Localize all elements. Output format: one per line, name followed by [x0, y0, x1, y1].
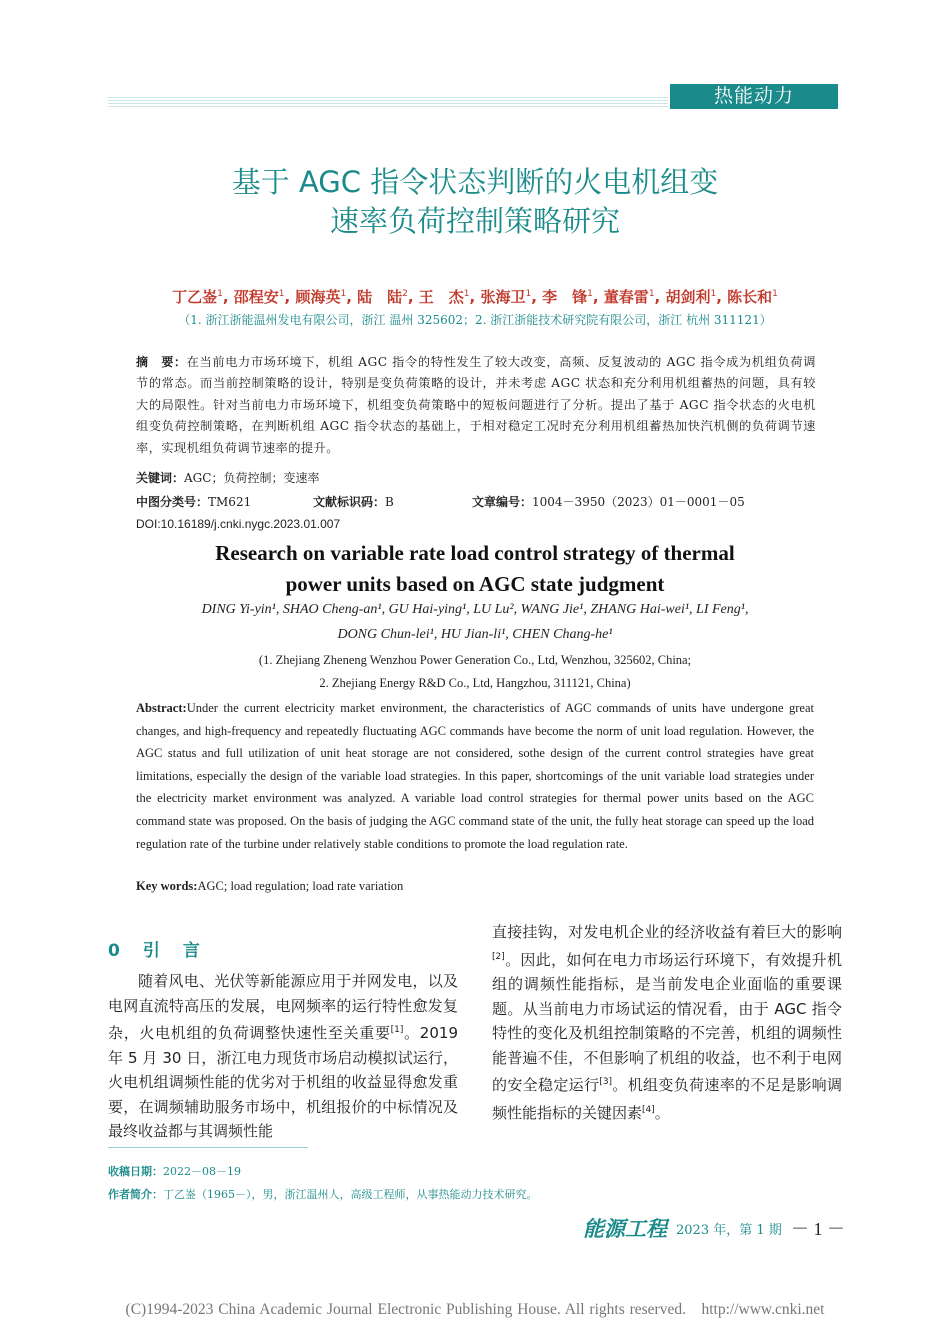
title-en-line-1: Research on variable rate load control strategy of thermal [215, 541, 735, 565]
article-number: 文章编号：1004－3950（2023）01－0001－05 [472, 495, 745, 509]
journal-logo: 能源工程 [583, 1216, 667, 1241]
footnote-rule [108, 1147, 308, 1148]
header-rule [108, 97, 668, 107]
author-zh: 李 锋 [542, 288, 588, 306]
authors-en-line-2: DONG Chun-lei¹, HU Jian-li¹, CHEN Chang-he¹ [337, 627, 613, 642]
copyright-line: (C)1994-2023 China Academic Journal Electronic Publishing House. All rights reserved. http://www.cnki.net [125, 1301, 825, 1318]
section-heading-introduction: 0 引 言 [108, 941, 203, 961]
affiliation-en-line-2: 2. Zhejiang Energy R&D Co., Ltd, Hangzhou, 311121, China) [319, 676, 631, 690]
author-zh: 顾海英 [295, 288, 341, 306]
keywords-en-label: Key words: [136, 879, 198, 893]
abstract-zh [136, 352, 816, 459]
citation-4: [4] [642, 1104, 655, 1115]
title-en-line-2: power units based on AGC state judgment [285, 572, 665, 596]
abstract-zh-text: 在当前电力市场环境下，机组 AGC 指令的特性发生了较大改变，高频、反复波动的 AGC 指令成为机组负荷调节的常态。而当前控制策略的设计，特别是变负荷策略的设计，并未考虑 AGC 状态和充分利用机组蓄热的问题，具有较大的局限性。针对当前电力市场环境下，机组变负荷策略中的短板问题进行了分析。提出了基于 AGC 指令状态的火电机组变负荷控制策略，在判断机组 AGC 指令状态的基础上，于相对稳定工况时充分利用机组蓄热加快汽机侧的负荷调节速率，实现机组负荷调节速率的提升。 [136, 355, 816, 455]
author-zh: 陈长和 [727, 288, 773, 306]
doi: DOI:10.16189/j.cnki.nygc.2023.01.007 [136, 517, 341, 531]
abstract-zh-label: 摘 要： [136, 355, 187, 369]
body-column-left: 随着风电、光伏等新能源应用于并网发电，以及电网直流特高压的发展，电网频率的运行特性愈发复杂，火电机组的负荷调整快速性至关重要[1]。2019 年 5 月 30 日，浙江电力现货市场启动模拟试运行，火电机组调频性能的优劣对于机组的收益显得愈发重要，在调频辅助服务市场中，机组报价的中标情况及最终收益都与其调频性能 [108, 972, 458, 1140]
keywords-zh-label: 关键词： [136, 471, 185, 485]
keywords-en-text: AGC; load regulation; load rate variation [197, 879, 404, 893]
authors-en-line-1: DING Yi-yin¹, SHAO Cheng-an¹, GU Hai-ying¹, LU Lu², WANG Jie¹, ZHANG Hai-wei¹, LI Feng¹, [201, 602, 749, 617]
keywords-en [136, 879, 403, 894]
author-zh: 张海卫 [480, 288, 526, 306]
title-zh-line-1: 基于 AGC 指令状态判断的火电机组变 [231, 165, 719, 199]
affiliation-en-line-1: (1. Zhejiang Zheneng Wenzhou Power Generation Co., Ltd, Wenzhou, 325602, China; [258, 653, 692, 667]
keywords-zh [136, 469, 319, 486]
author-zh: 陆 陆 [357, 288, 403, 306]
abstract-en-label: Abstract: [136, 701, 187, 715]
document-code: 文献标识码：B [313, 495, 394, 509]
author-zh: 董春雷 [603, 288, 649, 306]
abstract-en [136, 697, 814, 855]
author-zh: 胡剑利 [665, 288, 711, 306]
footnote-author: 作者简介：丁乙崟（1965－），男，浙江温州人，高级工程师，从事热能动力技术研究。 [108, 1188, 538, 1201]
citation-1: [1] [390, 1025, 404, 1035]
title-zh-line-2: 速率负荷控制策略研究 [329, 204, 620, 238]
journal-issue: 2023 年，第 1 期 [676, 1223, 782, 1238]
authors-zh: 丁乙崟$^1$, 邵程安$^1$, 顾海英$^1$, 陆 陆$^2$, 王 杰$^1$, 张海卫$^1$, 李 锋$^1$, 董春雷$^1$, 胡剑利$^1$, 陈长和$^1$ [172, 288, 778, 306]
author-zh: 邵程安 [233, 288, 279, 306]
clc-number: 中图分类号：TM621 [136, 495, 252, 509]
citation-3: [3] [599, 1077, 613, 1087]
footnote-received: 收稿日期：2022－08－19 [108, 1165, 241, 1178]
abstract-en-text: Under the current electricity market environment, the characteristics of AGC commands of units have undergone great changes, and high-frequency and repeatedly fluctuating AGC commands have become the norm of unit load regulation. However, the AGC status and full utilization of unit heat storage are not considered, sothe design of the current control strategies have great limitations, especially the design of the variable load strategies. In this paper, shortcomings of the unit variable load strategies under the electricity market environment was analyzed. A variable load control strategies for thermal power units based on the AGC command state was proposed. On the basis of judging the AGC command state of the unit, the fully heat storage can speed up the load regulation rate of the turbine under relatively stable conditions to promote the load regulation rate. [136, 701, 814, 851]
page-number: － 1 － [791, 1219, 845, 1239]
citation-2: [2] [492, 951, 505, 962]
affiliation-zh: （1. 浙江浙能温州发电有限公司，浙江 温州 325602；2. 浙江浙能技术研究院有限公司，浙江 杭州 311121） [178, 313, 772, 327]
keywords-zh-text: AGC；负荷控制；变速率 [184, 471, 320, 485]
section-tag: 热能动力 [670, 84, 838, 109]
body-column-right: 直接挂钩，对发电机企业的经济收益有着巨大的影响[2]。因此，如何在电力市场运行环境下，有效提升机组的调频性能指标，是当前发电企业面临的重要课题。从当前电力市场试运的情况看，由于 AGC 指令特性的变化及机组控制策略的不完善，机组的调频性能普遍不佳，不但影响了机组的收益，也不利于电网的安全稳定运行[3]。机组变负荷速率的不足是影响调频性能指标的关键因素[4]。 [492, 923, 842, 1122]
author-zh: 丁乙崟 [172, 288, 218, 306]
author-zh: 王 杰 [418, 288, 464, 306]
